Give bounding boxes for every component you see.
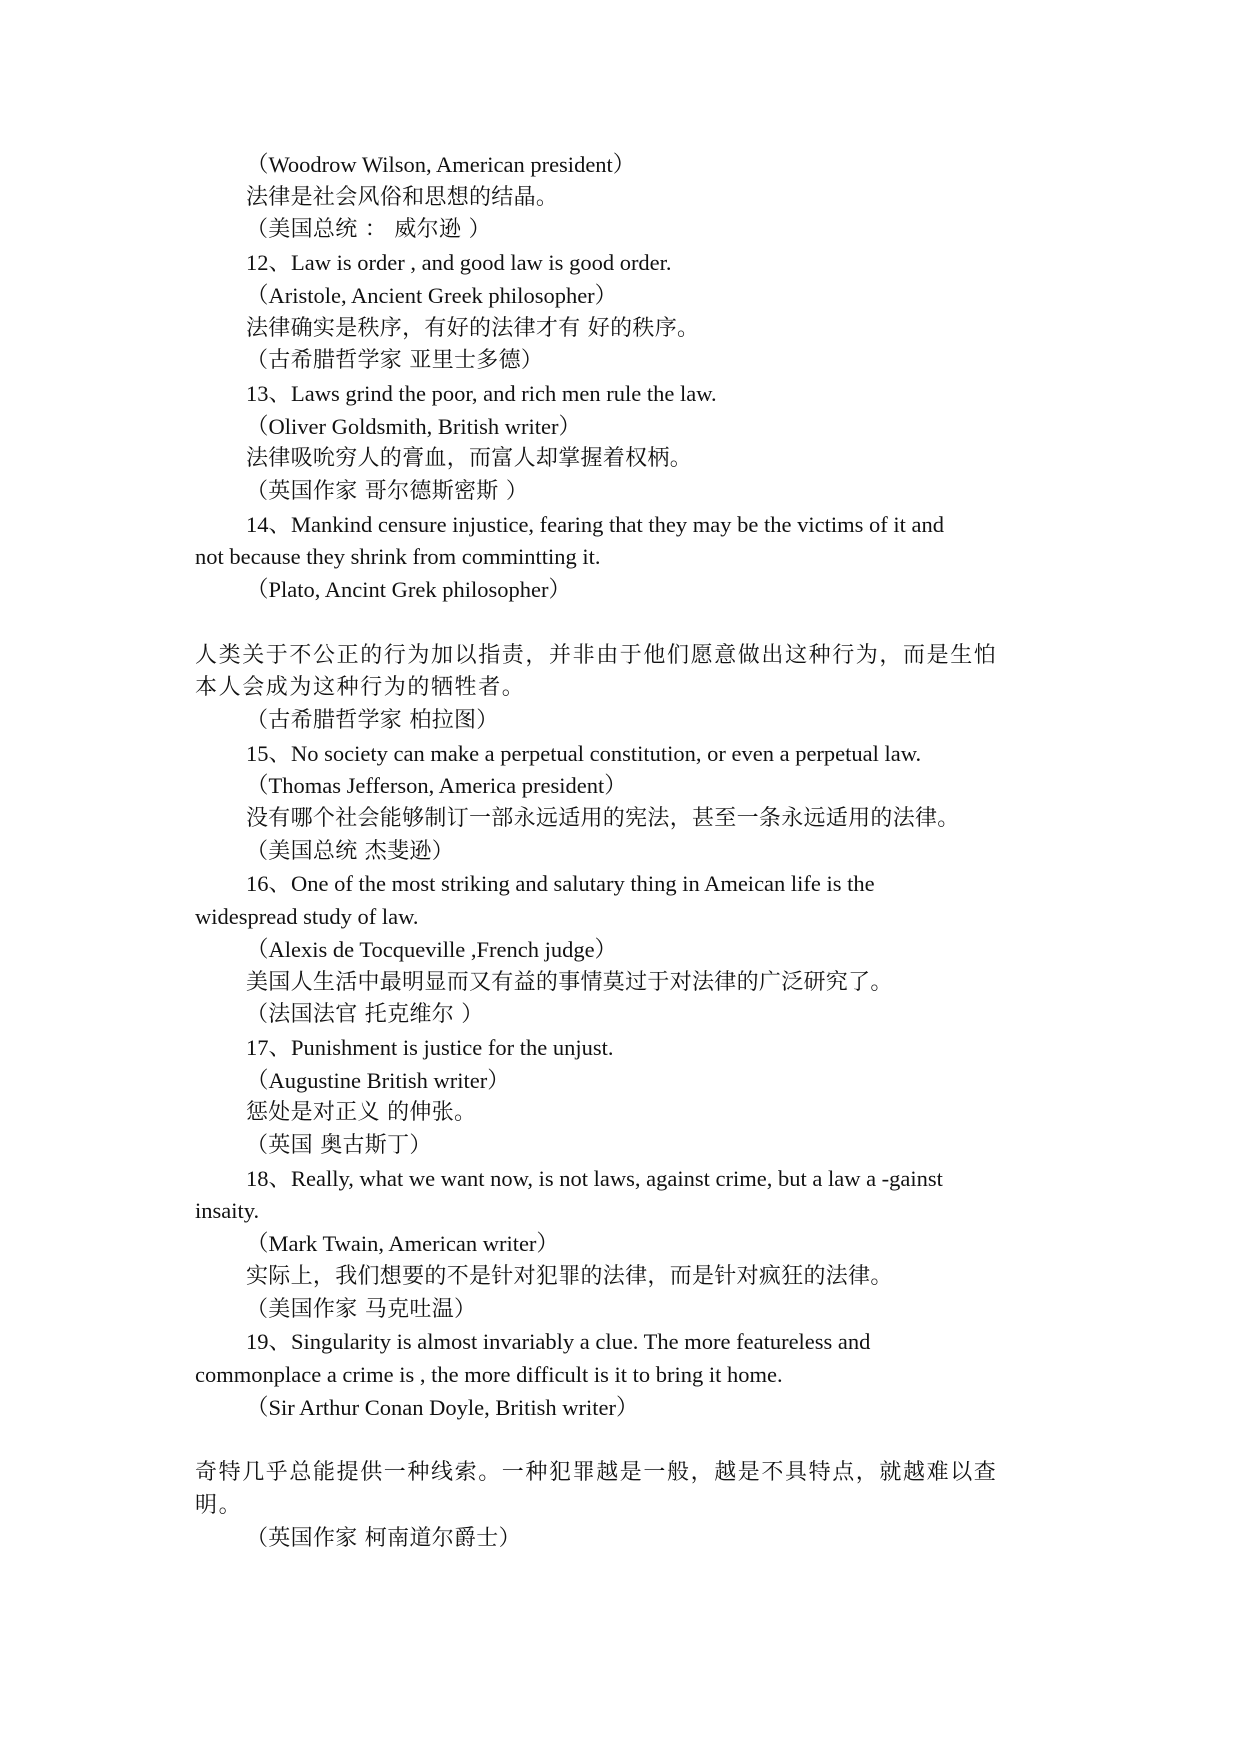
quote-15-text: 15、No society can make a perpetual constitution, or even a perpetual law.: [246, 740, 922, 766]
quote-12-attribution-english: （Aristole, Ancient Greek philosopher）: [246, 282, 618, 308]
quote-18-attribution-chinese: （美国作家 马克吐温）: [246, 1296, 477, 1322]
quote-17-attribution-chinese: （英国 奥古斯丁）: [246, 1133, 432, 1159]
quote-13-translation-chinese: 法律吸吮穷人的膏血，而富人却掌握着权柄。: [246, 446, 693, 472]
quote-16-text-line-2: widespread study of law.: [195, 904, 419, 930]
quote-14-translation-chinese-line-1: 人类关于不公正的行为加以指责，并非由于他们愿意做出这种行为，而是生怕: [195, 642, 998, 668]
quote-attribution-chinese: （美国总统 ： 威尔逊 ）: [246, 217, 491, 243]
quote-14-text-line-2: not because they shrink from commintting it.: [195, 544, 601, 570]
quote-18-text-line-1: 18、Really, what we want now, is not laws, against crime, but a law a -gainst: [246, 1165, 943, 1191]
blank-line: [195, 607, 1055, 640]
quote-17-attribution-english: （Augustine British writer）: [246, 1067, 510, 1093]
quote-16-text-line-1: 16、One of the most striking and salutary thing in Ameican life is the: [246, 871, 875, 897]
quote-12-translation-chinese: 法律确实是秩序，有好的法律才有 好的秩序。: [246, 315, 700, 341]
quote-19-attribution-english: （Sir Arthur Conan Doyle, British writer）: [246, 1394, 639, 1420]
quote-16-attribution-chinese: （法国法官 托克维尔 ）: [246, 1002, 484, 1028]
quote-19-text-line-1: 19、Singularity is almost invariably a clue. The more featureless and: [246, 1329, 871, 1355]
quote-12-text: 12、Law is order , and good law is good order.: [246, 250, 672, 276]
quote-16-translation-chinese: 美国人生活中最明显而又有益的事情莫过于对法律的广泛研究了。: [246, 969, 893, 995]
quote-16-attribution-english: （Alexis de Tocqueville ,French judge）: [246, 936, 618, 962]
document-body: [195, 149, 1055, 1555]
quote-14-attribution-chinese: （古希腊哲学家 柏拉图）: [246, 707, 499, 733]
quote-17-translation-chinese: 惩处是对正义 的伸张。: [246, 1100, 477, 1126]
quote-18-translation-chinese: 实际上，我们想要的不是针对犯罪的法律，而是针对疯狂的法律。: [246, 1263, 893, 1289]
quote-18-attribution-english: （Mark Twain, American writer）: [246, 1231, 559, 1257]
quote-13-attribution-chinese: （英国作家 哥尔德斯密斯 ）: [246, 479, 529, 505]
quote-19-attribution-chinese: （英国作家 柯南道尔爵士）: [246, 1525, 521, 1551]
quote-15-translation-chinese: 没有哪个社会能够制订一部永远适用的宪法，甚至一条永远适用的法律。: [246, 806, 960, 832]
quote-translation-chinese: 法律是社会风俗和思想的结晶。: [246, 184, 559, 210]
quote-15-attribution-english: （Thomas Jefferson, America president）: [246, 773, 627, 799]
quote-14-attribution-english: （Plato, Ancint Grek philosopher）: [246, 577, 571, 603]
quote-attribution-english: （Woodrow Wilson, American president）: [246, 152, 636, 177]
quote-18-text-line-2: insaity.: [195, 1198, 260, 1224]
quote-19-translation-chinese-line-1: 奇特几乎总能提供一种线索。一种犯罪越是一般，越是不具特点，就越难以查: [195, 1460, 998, 1486]
blank-line: [195, 1424, 1055, 1457]
quote-15-attribution-chinese: （美国总统 杰斐逊）: [246, 838, 454, 864]
quote-14-text-line-1: 14、Mankind censure injustice, fearing that they may be the victims of it and: [246, 511, 944, 537]
quote-17-text: 17、Punishment is justice for the unjust.: [246, 1034, 614, 1060]
quote-13-attribution-english: （Oliver Goldsmith, British writer）: [246, 413, 581, 439]
quote-19-translation-chinese-line-2: 明。: [195, 1492, 243, 1518]
quote-12-attribution-chinese: （古希腊哲学家 亚里士多德）: [246, 348, 544, 374]
quote-19-text-line-2: commonplace a crime is , the more difficult is it to bring it home.: [195, 1362, 783, 1387]
quote-13-text: 13、Laws grind the poor, and rich men rule the law.: [246, 380, 717, 406]
quote-14-translation-chinese-line-2: 本人会成为这种行为的牺牲者。: [195, 675, 526, 701]
